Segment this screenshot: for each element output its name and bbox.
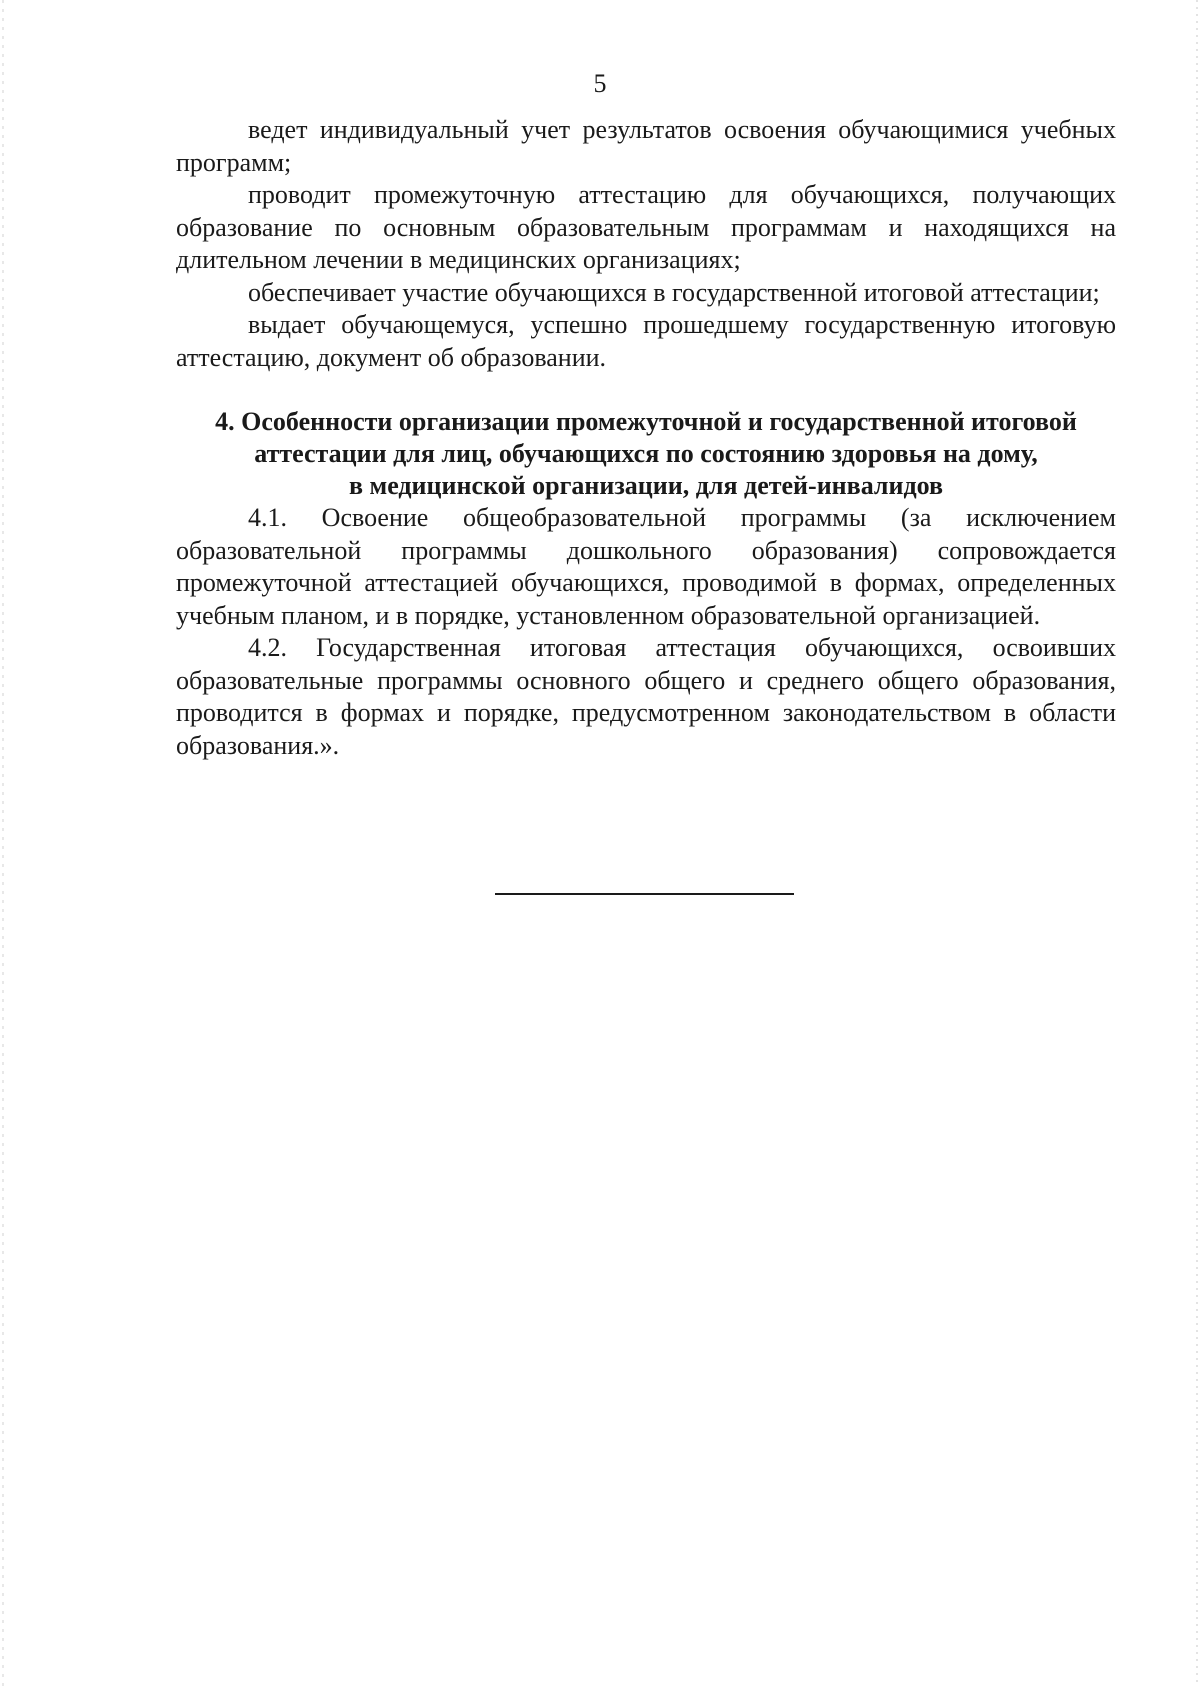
scan-edge-right [1196,0,1198,1686]
paragraph-4-2: 4.2. Государственная итоговая аттестация обучающихся, освоивших образовательные программы основного общего и среднего общего образования, проводится в формах и порядке, предусмотренном законодательством в области образования.». [176,633,1116,760]
paragraph-intermediate-attestation: проводит промежуточную аттестацию для обучающихся, получающих образование по основным образовательным программам и находящихся на длительном лечении в медицинских организациях; [176,180,1116,274]
section-heading-line-1: 4. Особенности организации промежуточной и государственной итоговой [215,407,1077,436]
section-heading [176,406,1116,502]
paragraph-individual-record: ведет индивидуальный учет результатов освоения обучающимися учебных программ; [176,115,1116,177]
section-heading-line-3: в медицинской организации, для детей-инвалидов [348,471,944,500]
paragraph-issue-document: выдает обучающемуся, успешно прошедшему государственную итоговую аттестацию, документ об образовании. [176,310,1116,372]
scan-edge-left [2,0,4,1686]
section-heading-line-2: аттестации для лиц, обучающихся по состоянию здоровья на дому, [254,439,1038,468]
document-body [176,114,1116,762]
page-number: 5 [593,69,607,98]
paragraph-4-1: 4.1. Освоение общеобразовательной программы (за исключением образовательной программы дошкольного образования) сопровождается промежуточной аттестацией обучающихся, проводимой в формах, определенных учебным планом, и в порядке, установленном образовательной организацией. [176,503,1116,630]
paragraph-state-attestation-participation: обеспечивает участие обучающихся в государственной итоговой аттестации; [248,277,1100,307]
end-divider-line [495,893,794,895]
